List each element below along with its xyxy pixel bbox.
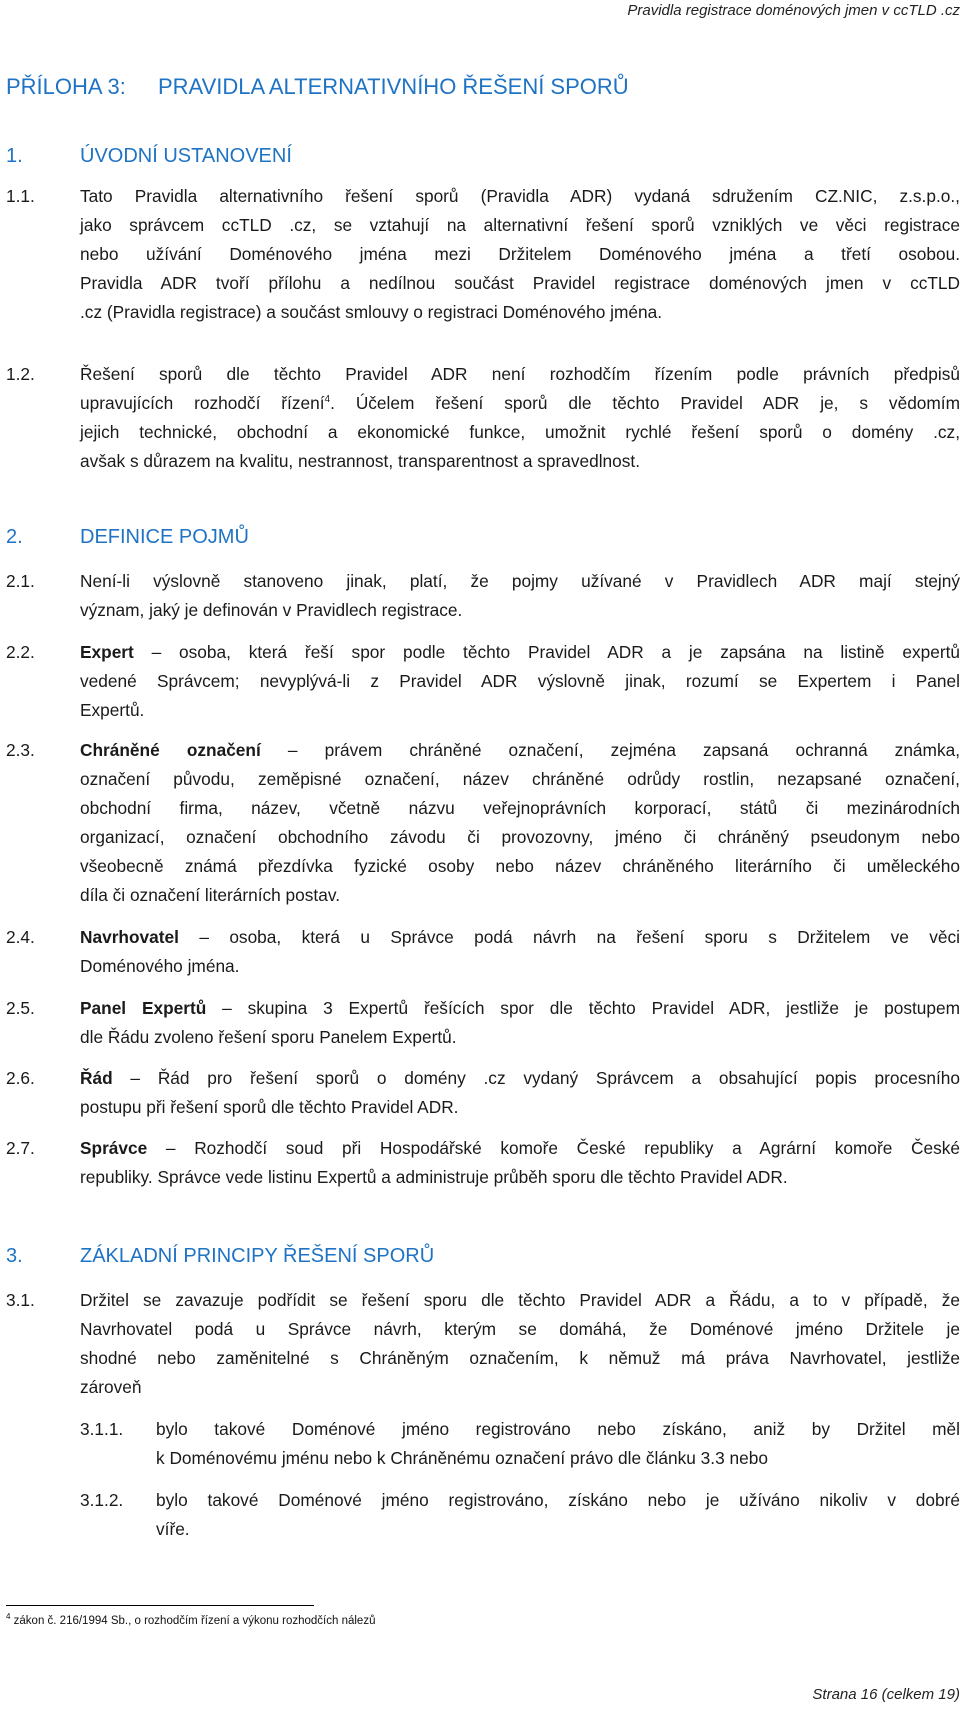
section-heading-1: [6, 145, 292, 168]
paragraph-2-3: [6, 736, 960, 910]
text-line: shodné nebo zaměnitelné s Chráněným označením, k němuž má práva Navrhovatel, jestliže: [80, 1348, 960, 1368]
text-fragment: . Účelem řešení sporů dle těchto Pravidel ADR je, s vědomím: [330, 393, 960, 413]
text-line: bylo takové Doménové jméno registrováno, získáno nebo je užíváno nikoliv v dobré: [156, 1490, 960, 1510]
text-line: [80, 736, 960, 765]
text-line: zároveň: [80, 1377, 142, 1397]
section-number: 3.: [6, 1245, 23, 1267]
paragraph-number: 2.4.: [6, 927, 35, 947]
paragraph-2-6: [6, 1064, 960, 1122]
paragraph-number: 2.1.: [6, 571, 35, 591]
text-line: [80, 1064, 960, 1093]
defined-term: Expert: [80, 642, 134, 662]
text-line: organizací, označení obchodního závodu či provozovny, jméno či chráněný pseudonym nebo: [80, 827, 960, 847]
footnote-text: zákon č. 216/1994 Sb., o rozhodčím řízení a výkonu rozhodčích nálezů: [10, 1615, 376, 1627]
paragraph-number: 3.1.: [6, 1290, 35, 1310]
paragraph-2-2: [6, 638, 960, 725]
paragraph-2-5: [6, 994, 960, 1052]
paragraph-text: [80, 567, 960, 625]
defined-term: Řád: [80, 1068, 113, 1088]
paragraph-text: [80, 360, 960, 476]
text-line: Doménového jména.: [80, 956, 240, 976]
defined-term: Správce: [80, 1138, 148, 1158]
defined-term: Panel Expertů: [80, 998, 207, 1018]
paragraph-1-1: [6, 182, 960, 327]
paragraph-text: [80, 1064, 960, 1122]
paragraph-text: [80, 994, 960, 1052]
paragraph-number: 1.1.: [6, 186, 35, 206]
text-fragment: – osoba, která řeší spor podle těchto Pravidel ADR a je zapsána na listině expertů: [133, 642, 960, 662]
paragraph-text: [156, 1415, 960, 1473]
text-line: republiky. Správce vede listinu Expertů a administruje průběh sporu dle těchto Pravidel ADR.: [80, 1167, 788, 1187]
footnote-divider: [6, 1605, 314, 1606]
text-line: všeobecně známá přezdívka fyzické osoby nebo název chráněného literárního či uměleckého: [80, 856, 960, 876]
paragraph-2-7: [6, 1134, 960, 1192]
text-line: dle Řádu zvoleno řešení sporu Panelem Expertů.: [80, 1027, 457, 1047]
text-line: [80, 994, 960, 1023]
section-heading-2: [6, 526, 249, 549]
paragraph-3-1-2: [80, 1486, 960, 1544]
text-line: [80, 1134, 960, 1163]
text-line: nebo užívání Doménového jména mezi Držitelem Doménového jména a třetí osobou.: [80, 244, 960, 264]
text-line: díla či označení literárních postav.: [80, 885, 340, 905]
paragraph-text: [80, 736, 960, 910]
text-fragment: – Rozhodčí soud při Hospodářské komoře České republiky a Agrární komoře České: [147, 1138, 960, 1158]
text-line: Navrhovatel podá u Správce návrh, kterým se domáhá, že Doménové jméno Držitele je: [80, 1319, 960, 1339]
paragraph-number: 2.7.: [6, 1138, 35, 1158]
text-line: význam, jaký je definován v Pravidlech registrace.: [80, 600, 463, 620]
text-line: Řešení sporů dle těchto Pravidel ADR není rozhodčím řízením podle právních předpisů: [80, 364, 960, 384]
paragraph-number: 3.1.1.: [80, 1419, 124, 1439]
annex-heading: PRAVIDLA ALTERNATIVNÍHO ŘEŠENÍ SPORŮ: [158, 74, 629, 99]
running-header: Pravidla registrace doménových jmen v ccTLD .cz: [627, 2, 960, 19]
section-title: DEFINICE POJMŮ: [80, 526, 249, 548]
text-line: .cz (Pravidla registrace) a součást smlouvy o registraci Doménového jména.: [80, 302, 663, 322]
paragraph-text: [156, 1486, 960, 1544]
paragraph-text: [80, 182, 960, 327]
text-line: Tato Pravidla alternativního řešení sporů (Pravidla ADR) vydaná sdružením CZ.NIC, z.s.p.o.,: [80, 186, 960, 206]
paragraph-text: [80, 923, 960, 981]
text-fragment: – osoba, která u Správce podá návrh na řešení sporu s Držitelem ve věci: [178, 927, 960, 947]
footnote-ref[interactable]: 4: [324, 394, 331, 406]
text-fragment: – právem chráněné označení, zejména zapsaná ochranná známka,: [260, 740, 960, 760]
defined-term: Chráněné označení: [80, 740, 261, 760]
paragraph-1-2: [6, 360, 960, 476]
paragraph-number: 2.5.: [6, 998, 35, 1018]
annex-label: PŘÍLOHA 3:: [6, 74, 126, 99]
text-line: [80, 923, 960, 952]
footnote: [6, 1612, 376, 1627]
paragraph-text: [80, 638, 960, 725]
paragraph-number: 1.2.: [6, 364, 35, 384]
text-fragment: – Řád pro řešení sporů o domény .cz vydaný Správcem a obsahující popis procesního: [112, 1068, 960, 1088]
text-line: postupu při řešení sporů dle těchto Pravidel ADR.: [80, 1097, 459, 1117]
text-line: víře.: [156, 1519, 190, 1539]
section-title: ÚVODNÍ USTANOVENÍ: [80, 145, 292, 167]
annex-title: [6, 74, 629, 100]
paragraph-3-1-1: [80, 1415, 960, 1473]
paragraph-text: [80, 1134, 960, 1192]
text-line: Pravidla ADR tvoří přílohu a nedílnou součást Pravidel registrace doménových jmen v ccTLD: [80, 273, 960, 293]
paragraph-2-1: [6, 567, 960, 625]
paragraph-3-1: [6, 1286, 960, 1402]
defined-term: Navrhovatel: [80, 927, 179, 947]
page-number: Strana 16 (celkem 19): [812, 1686, 960, 1703]
text-line: vedené Správcem; nevyplývá-li z Pravidel ADR výslovně jinak, rozumí se Expertem i Panel: [80, 671, 960, 691]
text-line: jako správcem ccTLD .cz, se vztahují na alternativní řešení sporů vzniklých ve věci registrace: [80, 215, 960, 235]
text-line: avšak s důrazem na kvalitu, nestrannost, transparentnost a spravedlnost.: [80, 451, 641, 471]
text-line: [80, 389, 960, 418]
text-fragment: upravujících rozhodčí řízení: [80, 393, 325, 413]
paragraph-number: 3.1.2.: [80, 1490, 124, 1510]
paragraph-text: [80, 1286, 960, 1402]
text-line: [80, 638, 960, 667]
text-line: obchodní firma, název, včetně názvu veřejnoprávních korporací, států či mezinárodních: [80, 798, 960, 818]
text-line: jejich technické, obchodní a ekonomické funkce, umožnit rychlé řešení sporů o domény .cz,: [80, 422, 960, 442]
paragraph-2-4: [6, 923, 960, 981]
text-line: Expertů.: [80, 700, 145, 720]
footnote-number: 4: [6, 1612, 11, 1622]
section-heading-3: [6, 1245, 434, 1268]
paragraph-number: 2.3.: [6, 740, 35, 760]
text-line: Není-li výslovně stanoveno jinak, platí, že pojmy užívané v Pravidlech ADR mají stejný: [80, 571, 960, 591]
text-line: k Doménovému jménu nebo k Chráněnému označení právo dle článku 3.3 nebo: [156, 1448, 768, 1468]
text-fragment: – skupina 3 Expertů řešících spor dle těchto Pravidel ADR, jestliže je postupem: [206, 998, 960, 1018]
section-number: 1.: [6, 145, 23, 167]
text-line: Držitel se zavazuje podřídit se řešení sporu dle těchto Pravidel ADR a Řádu, a to v případě, že: [80, 1290, 960, 1310]
text-line: označení původu, zeměpisné označení, název chráněné odrůdy rostlin, nezapsané označení,: [80, 769, 960, 789]
text-line: bylo takové Doménové jméno registrováno nebo získáno, aniž by Držitel měl: [156, 1419, 960, 1439]
section-title: ZÁKLADNÍ PRINCIPY ŘEŠENÍ SPORŮ: [80, 1245, 435, 1267]
paragraph-number: 2.6.: [6, 1068, 35, 1088]
paragraph-number: 2.2.: [6, 642, 35, 662]
section-number: 2.: [6, 526, 23, 548]
